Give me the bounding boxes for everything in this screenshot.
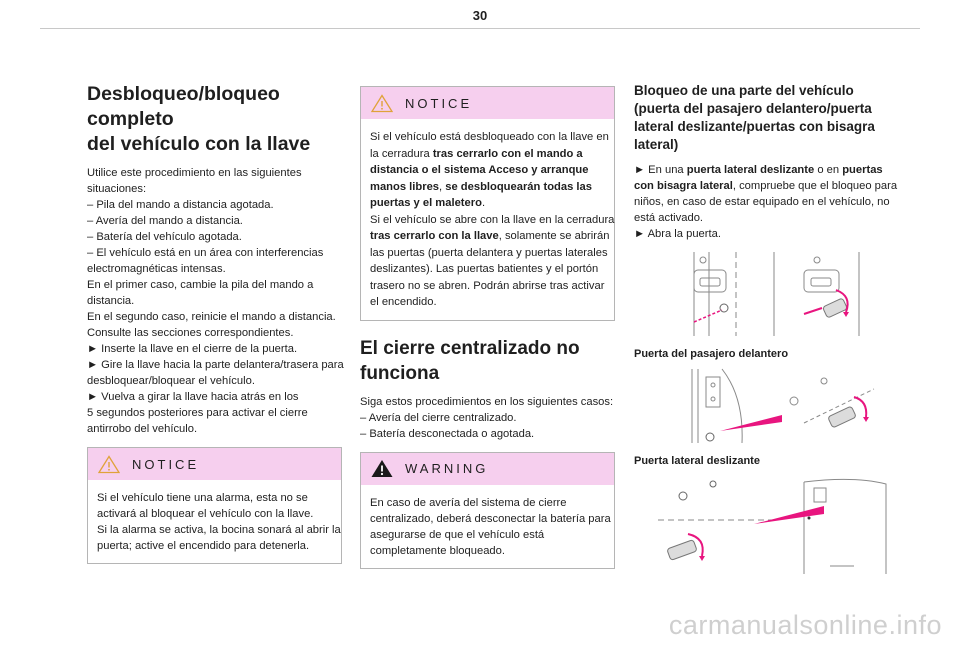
notice-title: NOTICE bbox=[132, 456, 200, 472]
column-2 bbox=[360, 86, 615, 569]
text-line: electromagnéticas intensas. bbox=[87, 263, 226, 275]
sliding-door-lock-illustration bbox=[654, 367, 889, 450]
section-heading-partial-lock: Bloqueo de una parte del vehículo (puerta del pasajero delantero/puerta lateral deslizante/puertas con bisagra lateral) bbox=[634, 83, 875, 152]
watermark: carmanualsonline.info bbox=[668, 610, 942, 640]
text-line: tras cerrarlo con la llave, solamente se abrirán bbox=[370, 230, 610, 242]
text-line: niños, en caso de estar equipado en el vehículo, no bbox=[634, 196, 890, 208]
text-line: puertas y el maletero. bbox=[370, 197, 486, 209]
text-line: distancia o el sistema Acceso y arranque bbox=[370, 164, 589, 176]
column-3 bbox=[634, 82, 898, 584]
caution-triangle-icon bbox=[371, 94, 393, 113]
text-line: desbloquear/bloquear el vehículo. bbox=[87, 375, 255, 387]
text-line: centralizado, deberá desconectar la batería para bbox=[370, 512, 611, 525]
text-line: manos libres, se desbloquearán todas las bbox=[370, 180, 592, 193]
warning-header bbox=[361, 453, 614, 485]
notice-box bbox=[87, 447, 342, 564]
text-line: – Batería desconectada o agotada. bbox=[360, 427, 535, 440]
front-door-lock-illustration bbox=[654, 250, 889, 343]
text-line: el encendido. bbox=[370, 296, 437, 308]
text-line: Siga estos procedimientos en los siguientes casos: bbox=[360, 395, 614, 408]
text-line: situaciones: bbox=[87, 183, 147, 195]
text-line: activará al bloquear el vehículo con la llave. bbox=[97, 508, 314, 520]
text-line: ► Vuelva a girar la llave hacia atrás en los bbox=[87, 391, 299, 403]
text-line: asegurarse de que el vehículo está bbox=[370, 528, 545, 541]
section-heading-key-unlock: Desbloqueo/bloqueo completo del vehículo con la llave bbox=[87, 83, 311, 155]
notice-header bbox=[361, 87, 614, 119]
text-line: las puertas (puerta delantera y puertas laterales bbox=[370, 246, 608, 259]
section-heading-central-locking: El cierre centralizado no funciona bbox=[360, 337, 580, 384]
column-1 bbox=[87, 82, 342, 564]
text-line: ► Abra la puerta. bbox=[634, 228, 721, 240]
text-line: En caso de avería del sistema de cierre bbox=[370, 496, 567, 509]
text-line: 5 segundos posteriores para activar el cierre bbox=[87, 407, 308, 419]
text-line: – Batería del vehículo agotada. bbox=[87, 231, 242, 243]
warning-box bbox=[360, 452, 615, 569]
text-line: ► Gire la llave hacia la parte delantera/trasera para bbox=[87, 359, 344, 371]
body-text bbox=[360, 394, 615, 442]
text-line: ► Inserte la llave en el cierre de la puerta. bbox=[87, 343, 298, 355]
hinged-door-lock-illustration bbox=[654, 474, 889, 584]
text-line: antirrobo del vehículo. bbox=[87, 423, 198, 435]
notice-body bbox=[361, 119, 614, 320]
caution-triangle-icon bbox=[98, 455, 120, 474]
text-line: ► En una puerta lateral deslizante o en puertas bbox=[634, 164, 883, 176]
body-text bbox=[634, 162, 898, 242]
body-text bbox=[87, 165, 342, 437]
text-line: En el segundo caso, reinicie el mando a distancia. bbox=[87, 311, 336, 323]
text-line: Consulte las secciones correspondientes. bbox=[87, 327, 294, 339]
text-line: Si el vehículo tiene una alarma, esta no se bbox=[97, 492, 308, 504]
text-line: – Avería del mando a distancia. bbox=[87, 215, 243, 227]
notice-header bbox=[88, 448, 341, 480]
warning-triangle-icon bbox=[371, 459, 393, 478]
text-line: – Pila del mando a distancia agotada. bbox=[87, 199, 274, 211]
figure-caption-front-door: Puerta del pasajero delantero bbox=[634, 348, 789, 360]
text-line: Si la alarma se activa, la bocina sonará al abrir la bbox=[97, 524, 341, 536]
text-line: Si el vehículo está desbloqueado con la llave en bbox=[370, 131, 609, 143]
text-line: la cerradura tras cerrarlo con el mando a bbox=[370, 147, 583, 160]
sliding-door-diagram-icon bbox=[654, 367, 879, 445]
text-line: Utilice este procedimiento en las siguientes bbox=[87, 167, 302, 179]
text-line: distancia. bbox=[87, 295, 135, 307]
warning-title: WARNING bbox=[405, 461, 489, 476]
warning-body bbox=[361, 485, 614, 568]
notice-box bbox=[360, 86, 615, 321]
figure-caption-sliding-door: Puerta lateral deslizante bbox=[634, 455, 760, 467]
text-line: está activado. bbox=[634, 212, 704, 224]
page-number: 30 bbox=[472, 8, 488, 23]
text-line: Si el vehículo se abre con la llave en la cerradura bbox=[370, 213, 615, 226]
top-divider bbox=[40, 28, 920, 29]
text-line: con bisagra lateral, compruebe que el bloqueo para bbox=[634, 180, 898, 192]
child-lock-diagram-icon bbox=[654, 250, 879, 338]
text-line: – El vehículo está en un área con interferencias bbox=[87, 247, 324, 259]
hinged-door-diagram-icon bbox=[654, 474, 889, 579]
text-line: deslizantes). Las puertas batientes y el portón bbox=[370, 263, 599, 275]
text-line: puerta; active el encendido para detenerla. bbox=[97, 540, 310, 552]
notice-title: NOTICE bbox=[405, 95, 473, 111]
text-line: completamente bloqueado. bbox=[370, 544, 505, 557]
text-line: En el primer caso, cambie la pila del mando a bbox=[87, 279, 314, 291]
notice-body bbox=[88, 480, 341, 563]
text-line: – Avería del cierre centralizado. bbox=[360, 411, 517, 424]
text-line: trasero no se abren. Podrán abrirse tras activar bbox=[370, 279, 605, 292]
